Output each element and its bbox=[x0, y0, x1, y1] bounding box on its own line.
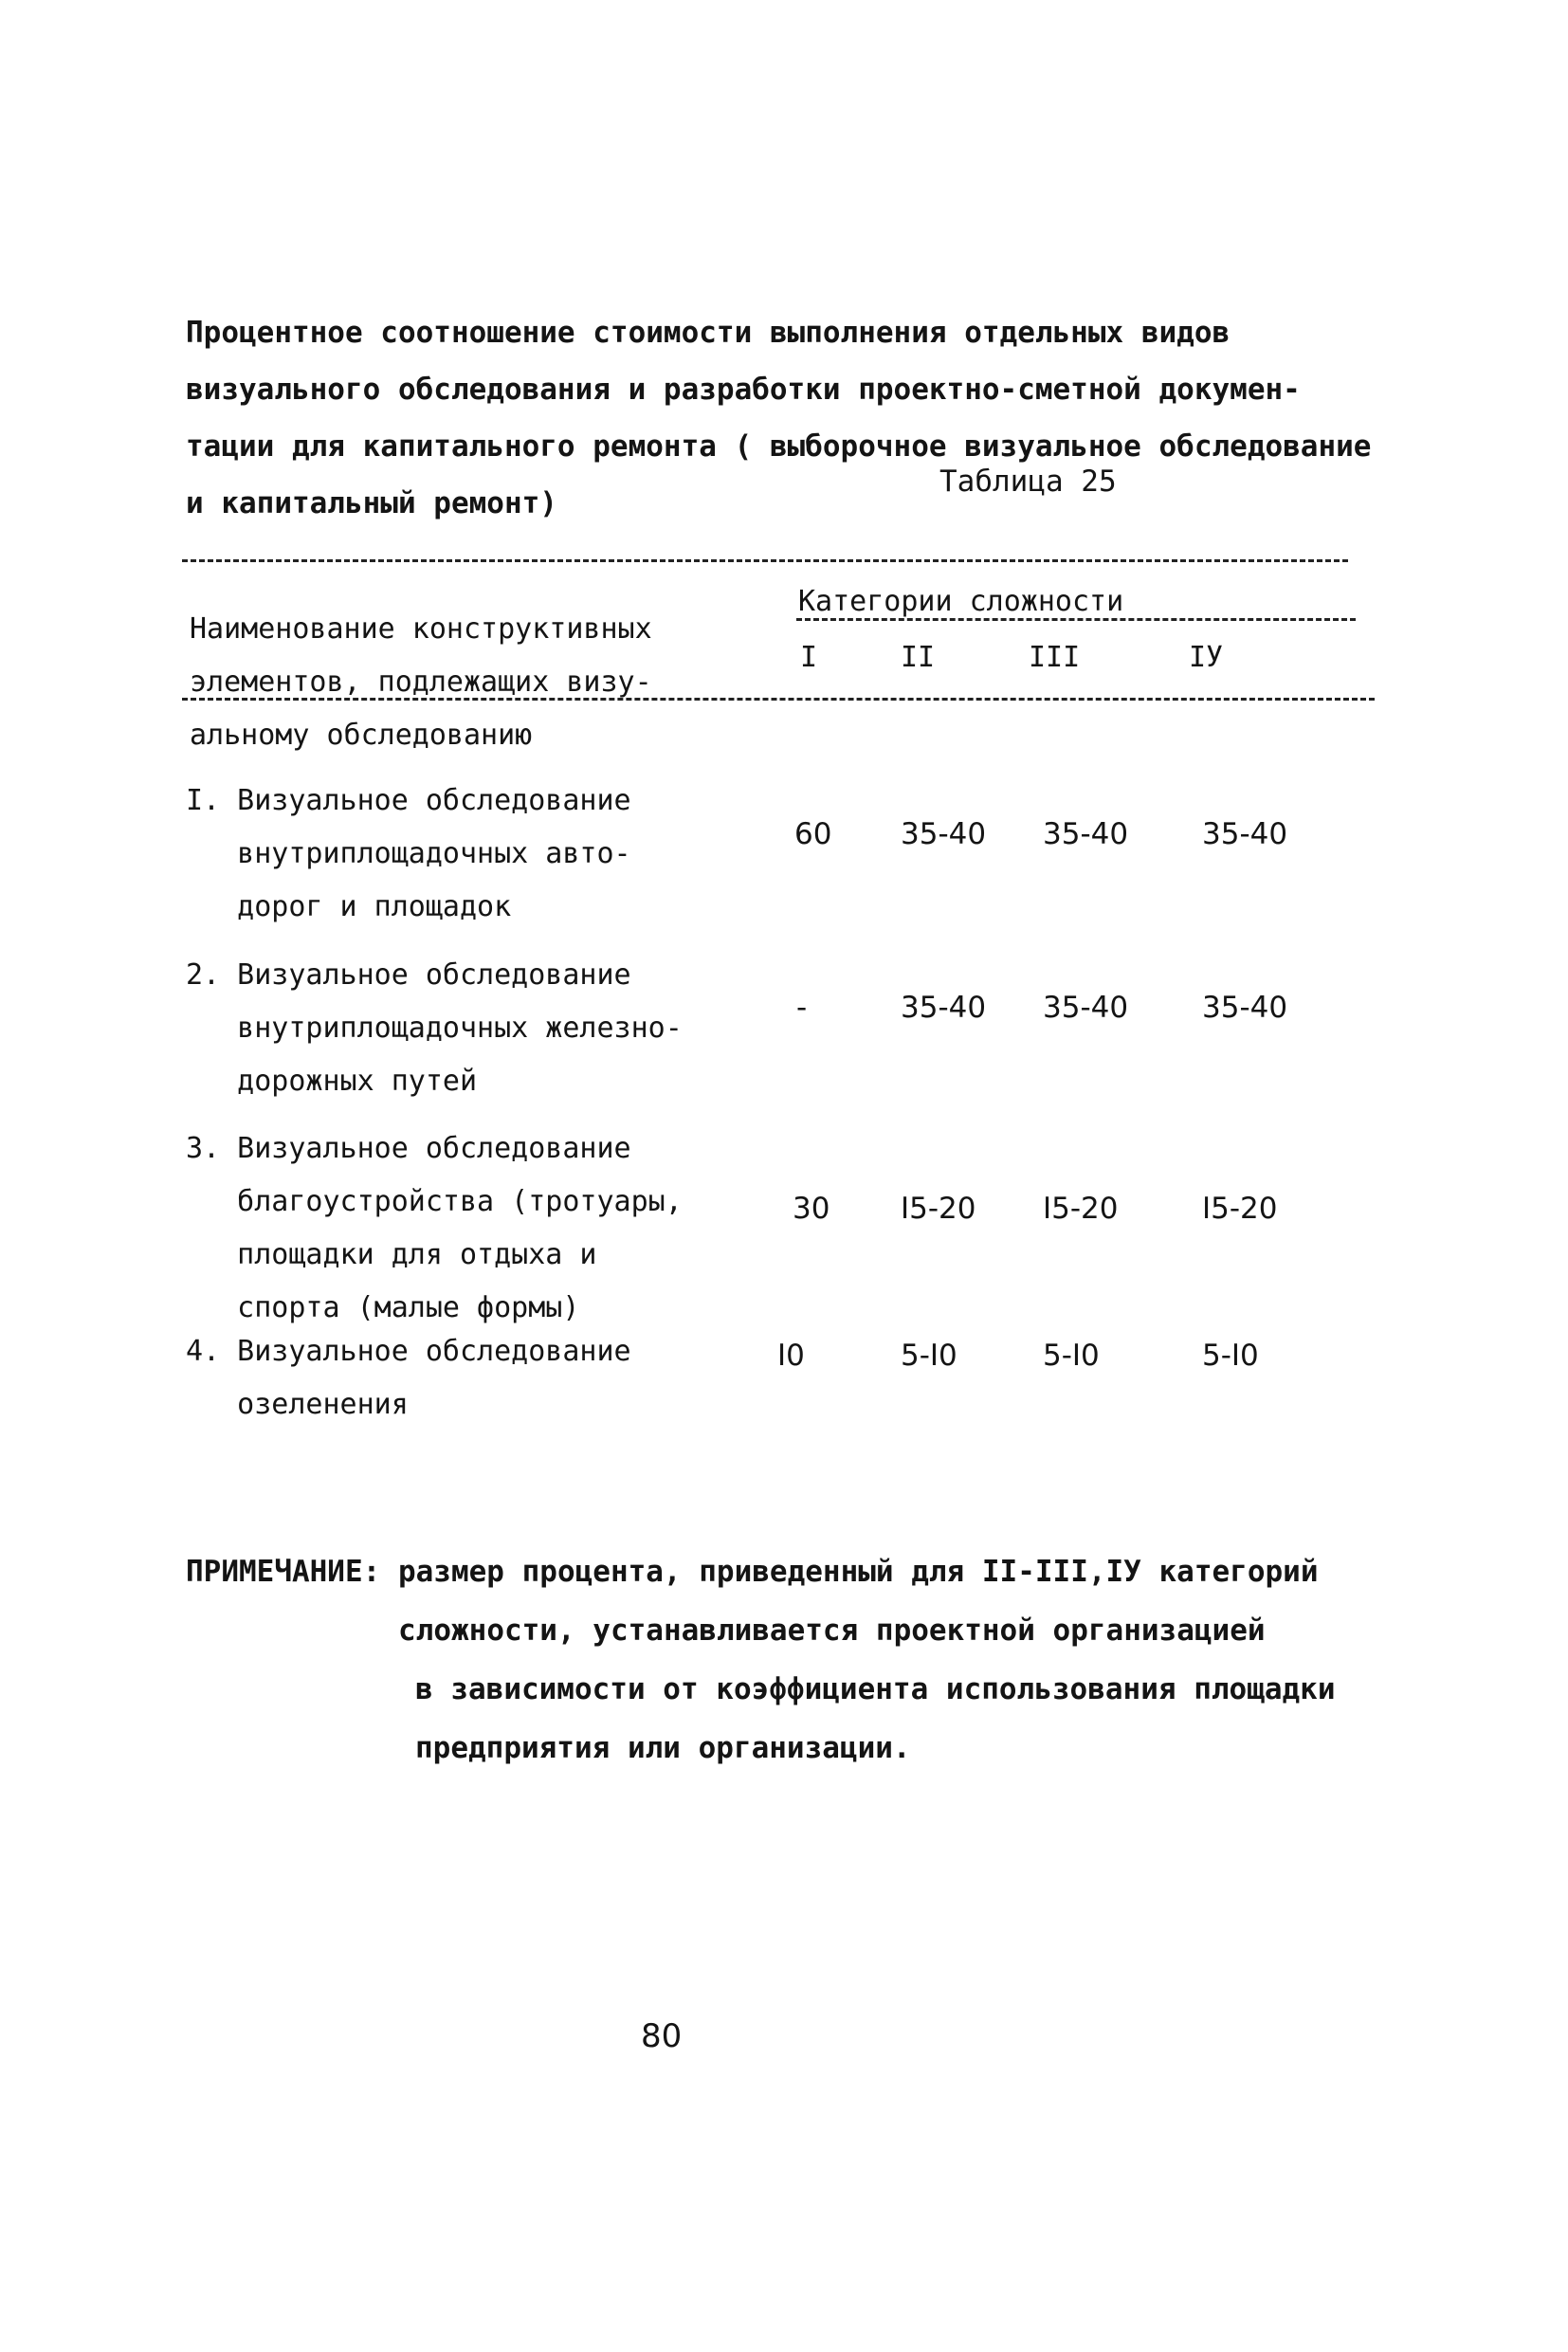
category-4: IУ bbox=[1189, 641, 1224, 674]
row-2-cat-4: 35-40 bbox=[1202, 991, 1288, 1025]
row-name-line: спорта (малые формы) bbox=[186, 1291, 580, 1324]
row-3-cat-3: I5-20 bbox=[1043, 1192, 1119, 1226]
row-name-line: озеленения bbox=[186, 1388, 409, 1421]
note-line-4: предприятия или организации. bbox=[415, 1731, 911, 1765]
row-1-name bbox=[186, 761, 631, 947]
row-2-cat-2: 35-40 bbox=[901, 991, 987, 1025]
categories-underline bbox=[796, 618, 1356, 621]
note-label: ПРИМЕЧАНИЕ: bbox=[186, 1555, 381, 1589]
table-top-rule bbox=[182, 559, 1348, 562]
row-1-cat-1: 60 bbox=[794, 817, 832, 851]
category-2: II bbox=[901, 641, 936, 674]
row-name-line: внутриплощадочных авто- bbox=[186, 837, 631, 870]
row-name-line: площадки для отдыха и bbox=[186, 1238, 597, 1271]
row-2-name bbox=[186, 936, 683, 1121]
row-3-cat-1: 30 bbox=[793, 1192, 830, 1226]
header-name-line: элементов, подлежащих визу- bbox=[190, 665, 652, 699]
note-line-3: в зависимости от коэффициента использования площадки bbox=[415, 1672, 1336, 1706]
row-1-cat-3: 35-40 bbox=[1043, 817, 1129, 851]
note-line-2: сложности, устанавливается проектной организацией bbox=[398, 1614, 1266, 1648]
note-line-1 bbox=[186, 1555, 1318, 1589]
header-bottom-rule bbox=[182, 698, 1375, 701]
row-3-cat-2: I5-20 bbox=[901, 1192, 976, 1226]
row-4-cat-2: 5-I0 bbox=[901, 1339, 957, 1373]
page-number: 80 bbox=[641, 2017, 683, 2055]
intro-line: визуального обследования и разработки проектно-сметной докумен- bbox=[186, 373, 1301, 407]
header-name-cell bbox=[190, 590, 652, 775]
intro-line: Процентное соотношение стоимости выполнения отдельных видов bbox=[186, 316, 1231, 350]
categories-title: Категории сложности bbox=[798, 585, 1124, 618]
row-4-cat-1: I0 bbox=[777, 1339, 805, 1373]
intro-line: и капитальный ремонт) bbox=[186, 486, 557, 520]
row-name-line: благоустройства (тротуары, bbox=[186, 1185, 683, 1218]
row-2-cat-1: - bbox=[796, 991, 808, 1025]
table-caption: Таблица 25 bbox=[939, 465, 1117, 499]
row-1-cat-2: 35-40 bbox=[901, 817, 987, 851]
row-name-line: 3. Визуальное обследование bbox=[186, 1132, 631, 1165]
intro-paragraph bbox=[186, 290, 1371, 546]
row-name-line: внутриплощадочных железно- bbox=[186, 1012, 683, 1045]
row-name-line: 4. Визуальное обследование bbox=[186, 1335, 631, 1368]
header-name-line: Наименование конструктивных bbox=[190, 612, 652, 646]
row-name-line: дорожных путей bbox=[186, 1065, 478, 1098]
row-4-cat-3: 5-I0 bbox=[1043, 1339, 1100, 1373]
row-name-line: дорог и площадок bbox=[186, 890, 512, 923]
category-3: III bbox=[1029, 641, 1081, 674]
row-1-cat-4: 35-40 bbox=[1202, 817, 1288, 851]
row-4-name bbox=[186, 1312, 631, 1445]
intro-line: тации для капитального ремонта ( выборочное визуальное обследование bbox=[186, 429, 1372, 464]
header-name-line: альному обследованию bbox=[190, 719, 533, 752]
row-name-line: 2. Визуальное обследование bbox=[186, 958, 631, 992]
row-4-cat-4: 5-I0 bbox=[1202, 1339, 1259, 1373]
row-3-cat-4: I5-20 bbox=[1202, 1192, 1278, 1226]
row-2-cat-3: 35-40 bbox=[1043, 991, 1129, 1025]
note-text-1: размер процента, приведенный для II-III,IУ категорий bbox=[380, 1555, 1319, 1589]
row-name-line: I. Визуальное обследование bbox=[186, 784, 631, 817]
category-1: I bbox=[800, 641, 818, 674]
